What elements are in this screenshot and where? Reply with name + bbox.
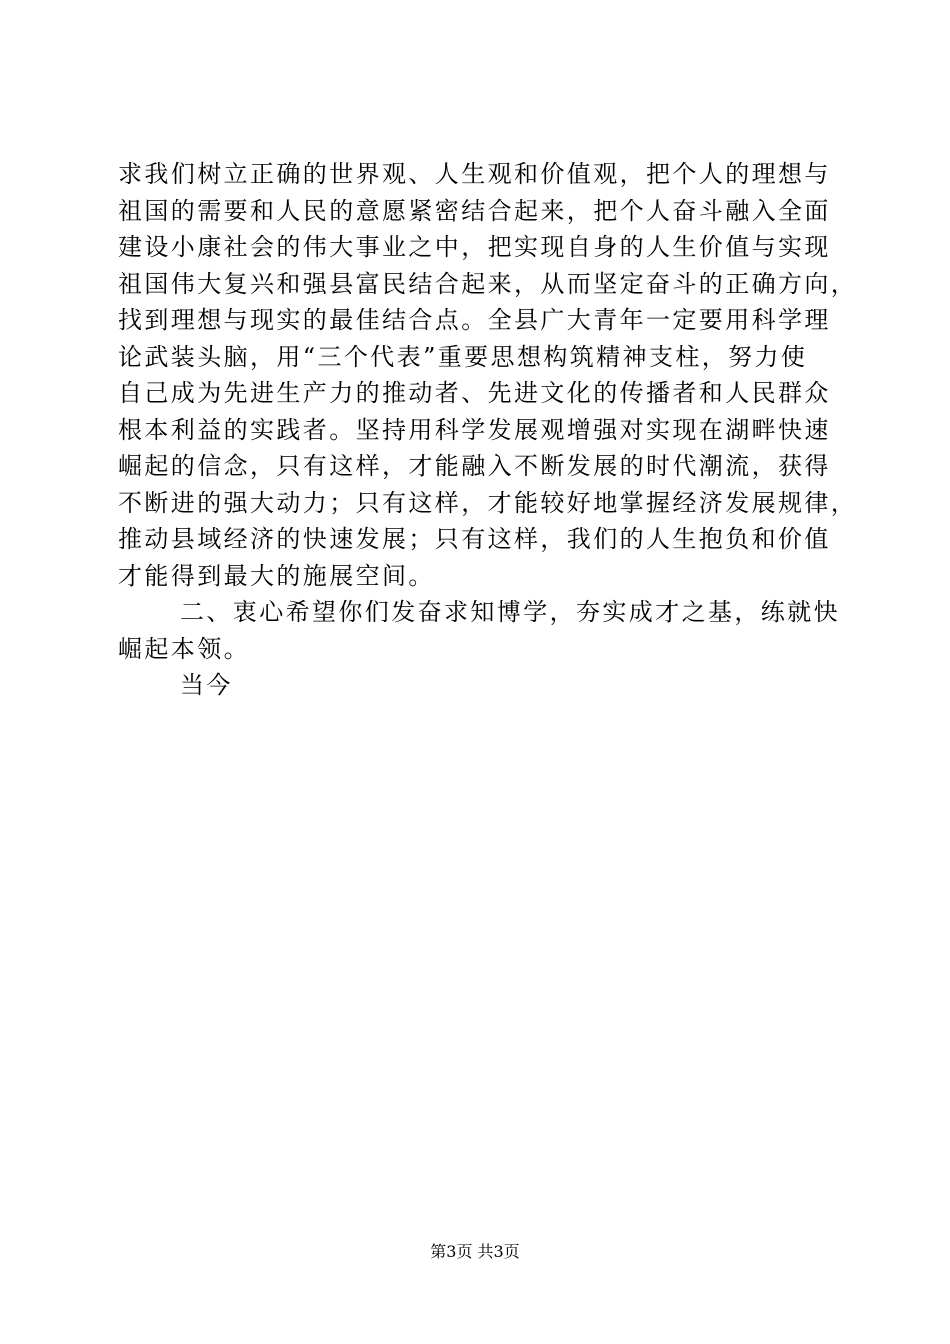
text-line: 根本利益的实践者。坚持用科学发展观增强对实现在湖畔快速 <box>118 415 831 444</box>
text-line: 不断进的强大动力；只有这样，才能较好地掌握经济发展规律， <box>118 488 858 517</box>
page-number-footer: 第3页 共3页 <box>430 1242 520 1261</box>
section-heading-line: 二、衷心希望你们发奋求知博学，夯实成才之基，练就快 <box>180 598 840 626</box>
text-line: 推动县域经济的快速发展；只有这样，我们的人生抱负和价值 <box>118 525 831 553</box>
text-line: 建设小康社会的伟大事业之中，把实现自身的人生价值与实现 <box>118 233 831 261</box>
text-line: 崛起的信念，只有这样，才能融入不断发展的时代潮流，获得 <box>118 452 831 480</box>
text-line: 自己成为先进生产力的推动者、先进文化的传播者和人民群众 <box>118 379 831 407</box>
text-line: 找到理想与现实的最佳结合点。全县广大青年一定要用科学理 <box>118 306 831 334</box>
text-line: 论武装头脑，用“三个代表”重要思想构筑精神支柱，努力使 <box>118 342 808 371</box>
text-line: 才能得到最大的施展空间。 <box>118 561 435 590</box>
text-line: 崛起本领。 <box>118 634 250 663</box>
text-line: 祖国伟大复兴和强县富民结合起来，从而坚定奋斗的正确方向， <box>118 269 858 298</box>
body-text <box>118 156 858 704</box>
text-line: 祖国的需要和人民的意愿紧密结合起来，把个人奋斗融入全面 <box>118 196 831 225</box>
text-line: 求我们树立正确的世界观、人生观和价值观，把个人的理想与 <box>118 160 831 188</box>
text-line: 当今 <box>180 671 233 699</box>
